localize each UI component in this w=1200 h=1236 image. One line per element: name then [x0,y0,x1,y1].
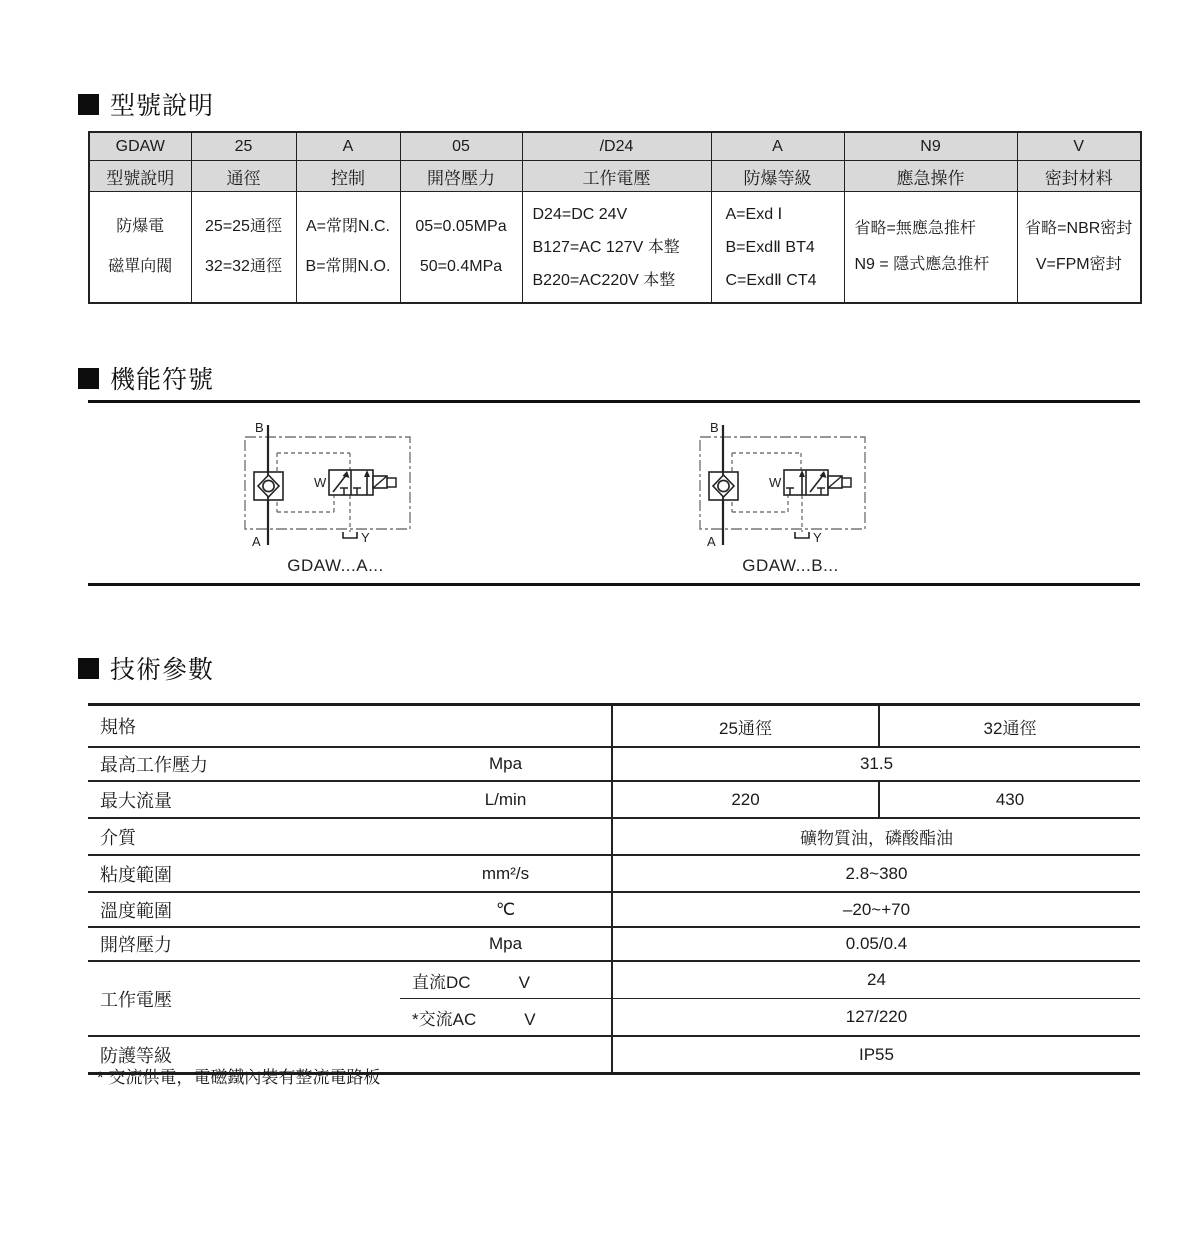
spec-label: 工作電壓 [88,961,400,1036]
desc-pressure-cell [400,192,522,304]
spec-unit: Mpa [400,927,612,961]
desc-seal-cell [1017,192,1141,304]
desc-product-cell [89,192,191,304]
code-cell: 25 [191,132,296,161]
spec-label: 規格 [100,717,136,737]
spec-value: 24 [612,961,1140,999]
desc-line: 省略=無應急推杆 [854,220,976,237]
spec-sub-ac [400,999,612,1037]
spec-col-25: 25通徑 [612,705,879,748]
spec-value: 2.8~380 [612,855,1140,892]
spec-unit: Mpa [400,747,612,781]
desc-line: B127=AC 127V 本整 [532,238,680,256]
model-desc-row [89,192,1141,304]
drain-port-symbol [795,532,809,538]
spec-row-medium [88,818,1140,855]
code-cell: 05 [400,132,522,161]
desc-line: 05=0.05MPa [415,218,507,235]
model-code-row [89,132,1141,161]
label-cell: 防爆等級 [711,161,844,192]
drain-y-label: Y [361,530,370,545]
spec-table [88,703,1140,1075]
footnote-text: * 交流供電，電磁鐵內裝有整流電路板 [97,1068,381,1087]
section-title-text: 型號說明 [110,92,215,120]
spec-row-viscosity [88,855,1140,892]
spec-row-max-pressure [88,747,1140,781]
model-code-table [88,131,1142,304]
label-cell: 控制 [296,161,400,192]
diagram-b-caption: GDAW...B... [742,556,839,575]
spec-sub-dc [400,961,612,999]
spec-unit: ℃ [400,892,612,927]
code-cell: GDAW [89,132,191,161]
solenoid-connector [842,478,851,487]
spec-label: 最高工作壓力 [88,747,400,781]
spec-unit: mm²/s [400,855,612,892]
check-valve-ball [263,480,274,491]
ac-unit: V [524,1009,536,1029]
desc-line: N9 = 隱式應急推杆 [854,256,990,273]
check-valve-ball [718,480,729,491]
divider-line [88,400,1140,403]
desc-line: 25=25通徑 [205,218,282,235]
section-title-specs [78,650,214,686]
desc-line: C=ExdⅡ CT4 [725,271,817,289]
divider-line [88,583,1140,586]
spring-label: W [769,475,782,490]
spec-row-cracking-pressure [88,927,1140,961]
solenoid-connector [387,478,396,487]
label-cell: 工作電壓 [522,161,711,192]
desc-line: B=常開N.O. [305,258,391,275]
code-cell: N9 [844,132,1017,161]
label-cell: 通徑 [191,161,296,192]
spec-row-temperature [88,892,1140,927]
label-cell: 開啓壓力 [400,161,522,192]
desc-exproof-cell [711,192,844,304]
drain-y-label: Y [813,530,822,545]
valve-symbol-diagram-a [238,416,433,552]
code-cell: /D24 [522,132,711,161]
desc-line: 防爆電 [116,218,165,235]
drain-port-symbol [343,532,357,538]
desc-line: A=常閉N.C. [305,218,391,235]
label-cell: 密封材料 [1017,161,1141,192]
spring-label: W [314,475,327,490]
dc-label: 直流DC [412,972,471,992]
section-title-model [78,86,214,122]
model-label-row [89,161,1141,192]
spec-row-header [88,705,1140,748]
spec-value: 127/220 [612,999,1140,1037]
spec-value: –20~+70 [612,892,1140,927]
spec-value: 31.5 [612,747,1140,781]
spec-label: 開啓壓力 [88,927,400,961]
spec-label: 最大流量 [88,781,400,818]
spec-value: IP55 [612,1036,1140,1074]
desc-bore-cell [191,192,296,304]
section-title-text: 技術參數 [110,656,215,684]
spec-label: 溫度範圍 [88,892,400,927]
code-cell: V [1017,132,1141,161]
spec-label: 介質 [88,818,612,855]
port-a-label: A [707,534,716,549]
label-cell: 應急操作 [844,161,1017,192]
section-marker-icon [78,94,99,115]
spec-value-25: 220 [612,781,879,818]
desc-voltage-cell [522,192,711,304]
spec-col-32: 32通徑 [879,705,1140,748]
ac-label: *交流AC [412,1009,477,1029]
valve-symbol-diagram-b [693,416,888,552]
diagram-a-caption: GDAW...A... [287,556,384,575]
spec-value-32: 430 [879,781,1140,818]
desc-line: B220=AC220V 本整 [532,271,676,289]
section-title-symbols [78,360,214,396]
spec-row-max-flow [88,781,1140,818]
desc-line: A=Exd Ⅰ [725,205,783,223]
desc-line: B=ExdⅡ BT4 [725,238,815,256]
section-marker-icon [78,368,99,389]
dc-unit: V [518,972,530,992]
spec-label: 防護等級 [88,1036,612,1074]
spec-label: 粘度範圍 [88,855,400,892]
code-cell: A [711,132,844,161]
desc-manual-cell [844,192,1017,304]
label-cell: 型號說明 [89,161,191,192]
desc-line: D24=DC 24V [532,205,628,223]
desc-line: V=FPM密封 [1035,256,1122,273]
spec-value: 0.05/0.4 [612,927,1140,961]
code-cell: A [296,132,400,161]
section-marker-icon [78,658,99,679]
section-title-text: 機能符號 [110,366,215,394]
port-b-label: B [255,420,264,435]
desc-line: 省略=NBR密封 [1025,220,1133,237]
spec-value: 礦物質油，磷酸酯油 [612,818,1140,855]
spec-row-voltage-dc [88,961,1140,999]
desc-line: 磁單向閥 [108,258,173,275]
desc-control-cell [296,192,400,304]
port-b-label: B [710,420,719,435]
port-a-label: A [252,534,261,549]
desc-line: 50=0.4MPa [419,258,503,275]
spec-unit: L/min [400,781,612,818]
desc-line: 32=32通徑 [205,258,282,275]
